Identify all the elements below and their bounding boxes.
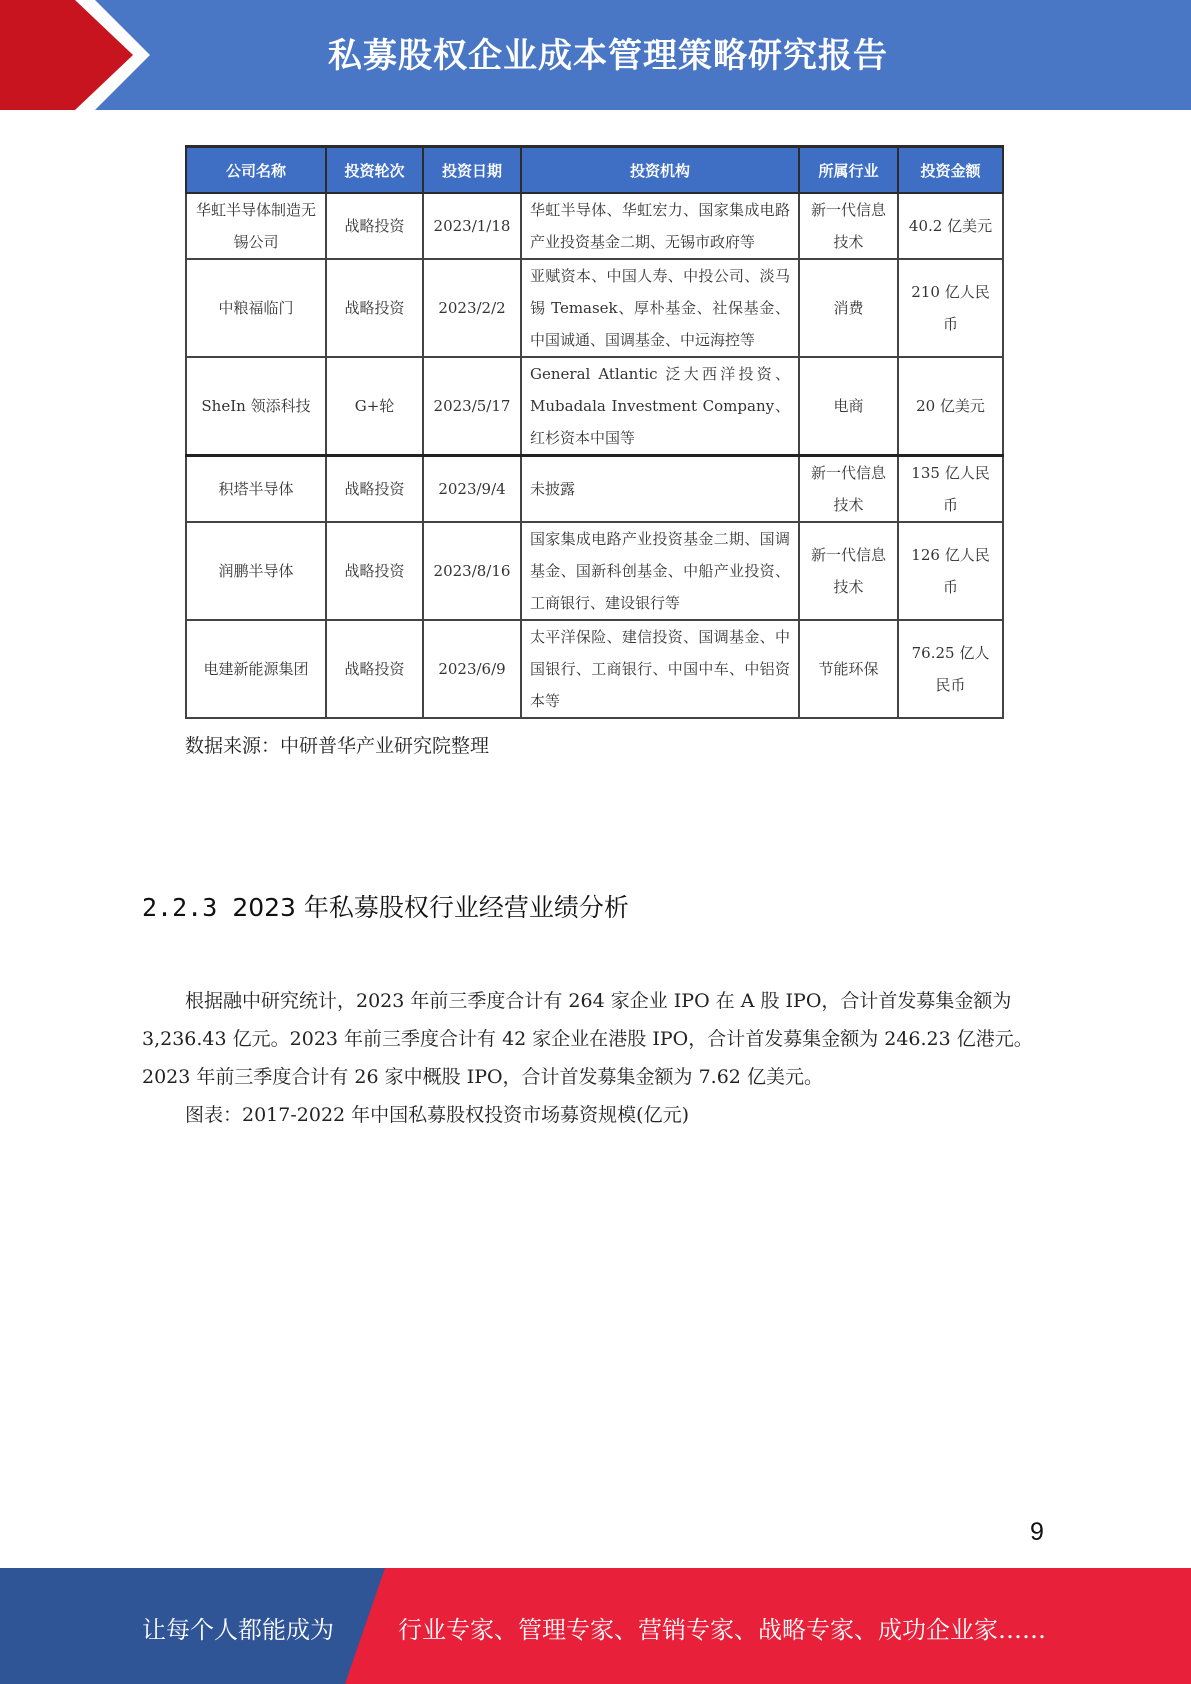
round-cell: 战略投资	[326, 456, 423, 523]
section-heading	[142, 888, 629, 924]
industry-cell: 消费	[799, 259, 898, 357]
investors-cell: 华虹半导体、华虹宏力、国家集成电路产业投资基金二期、无锡市政府等	[521, 193, 799, 259]
date-cell: 2023/9/4	[423, 456, 521, 523]
column-header: 投资金额	[898, 147, 1003, 194]
investors-cell: 亚赋资本、中国人寿、中投公司、淡马锡 Temasek、厚朴基金、社保基金、中国诚通、国调基金、中远海控等	[521, 259, 799, 357]
investors-cell: 太平洋保险、建信投资、国调基金、中国银行、工商银行、中国中车、中铝资本等	[521, 620, 799, 718]
amount-cell: 20 亿美元	[898, 357, 1003, 456]
table-header-row	[186, 147, 1003, 194]
industry-cell: 新一代信息技术	[799, 193, 898, 259]
industry-cell: 电商	[799, 357, 898, 456]
company-cell: 电建新能源集团	[186, 620, 326, 718]
table-row	[186, 193, 1003, 259]
page-footer	[0, 1568, 1191, 1684]
date-cell: 2023/2/2	[423, 259, 521, 357]
investors-cell: General Atlantic 泛大西洋投资、Mubadala Investment Company、红杉资本中国等	[521, 357, 799, 456]
page-header	[0, 0, 1191, 110]
amount-cell: 40.2 亿美元	[898, 193, 1003, 259]
industry-cell: 新一代信息技术	[799, 522, 898, 620]
column-header: 投资轮次	[326, 147, 423, 194]
company-cell: 华虹半导体制造无锡公司	[186, 193, 326, 259]
industry-cell: 节能环保	[799, 620, 898, 718]
body-text	[142, 982, 1047, 1134]
footer-slogan-right: 行业专家、管理专家、营销专家、战略专家、成功企业家……	[398, 1616, 1046, 1644]
data-source-note: 数据来源：中研普华产业研究院整理	[185, 735, 490, 757]
column-header: 投资机构	[521, 147, 799, 194]
date-cell: 2023/1/18	[423, 193, 521, 259]
date-cell: 2023/6/9	[423, 620, 521, 718]
table-row	[186, 456, 1003, 523]
body-paragraph: 根据融中研究统计，2023 年前三季度合计有 264 家企业 IPO 在 A 股 IPO，合计首发募集金额为 3,236.43 亿元。2023 年前三季度合计有 42 家企业在港股 IPO，合计首发募集金额为 246.23 亿港元。2023 年前三季度合计有 26 家中概股 IPO，合计首发募集金额为 7.62 亿美元。	[142, 990, 1033, 1088]
date-cell: 2023/5/17	[423, 357, 521, 456]
company-cell: 积塔半导体	[186, 456, 326, 523]
section-number: 2.2.3	[142, 893, 218, 922]
table-row	[186, 620, 1003, 718]
figure-caption: 图表：2017-2022 年中国私募股权投资市场募资规模(亿元)	[185, 1104, 689, 1126]
investors-cell: 未披露	[521, 456, 799, 523]
investors-cell: 国家集成电路产业投资基金二期、国调基金、国新科创基金、中船产业投资、工商银行、建设银行等	[521, 522, 799, 620]
table-row	[186, 259, 1003, 357]
investment-table	[185, 145, 1004, 719]
column-header: 所属行业	[799, 147, 898, 194]
report-title: 私募股权企业成本管理策略研究报告	[328, 36, 888, 76]
column-header: 公司名称	[186, 147, 326, 194]
company-cell: 中粮福临门	[186, 259, 326, 357]
footer-slogan-left: 让每个人都能成为	[142, 1616, 334, 1644]
round-cell: 战略投资	[326, 193, 423, 259]
page-number: 9	[1030, 1518, 1044, 1546]
table-row	[186, 522, 1003, 620]
round-cell: 战略投资	[326, 620, 423, 718]
round-cell: 战略投资	[326, 259, 423, 357]
amount-cell: 126 亿人民币	[898, 522, 1003, 620]
amount-cell: 135 亿人民币	[898, 456, 1003, 523]
date-cell: 2023/8/16	[423, 522, 521, 620]
company-cell: 润鹏半导体	[186, 522, 326, 620]
company-cell: SheIn 领添科技	[186, 357, 326, 456]
amount-cell: 210 亿人民币	[898, 259, 1003, 357]
table-row	[186, 357, 1003, 456]
section-title: 2023 年私募股权行业经营业绩分析	[232, 893, 629, 922]
round-cell: 战略投资	[326, 522, 423, 620]
round-cell: G+轮	[326, 357, 423, 456]
industry-cell: 新一代信息技术	[799, 456, 898, 523]
investment-table-figure	[185, 145, 1002, 710]
amount-cell: 76.25 亿人民币	[898, 620, 1003, 718]
column-header: 投资日期	[423, 147, 521, 194]
